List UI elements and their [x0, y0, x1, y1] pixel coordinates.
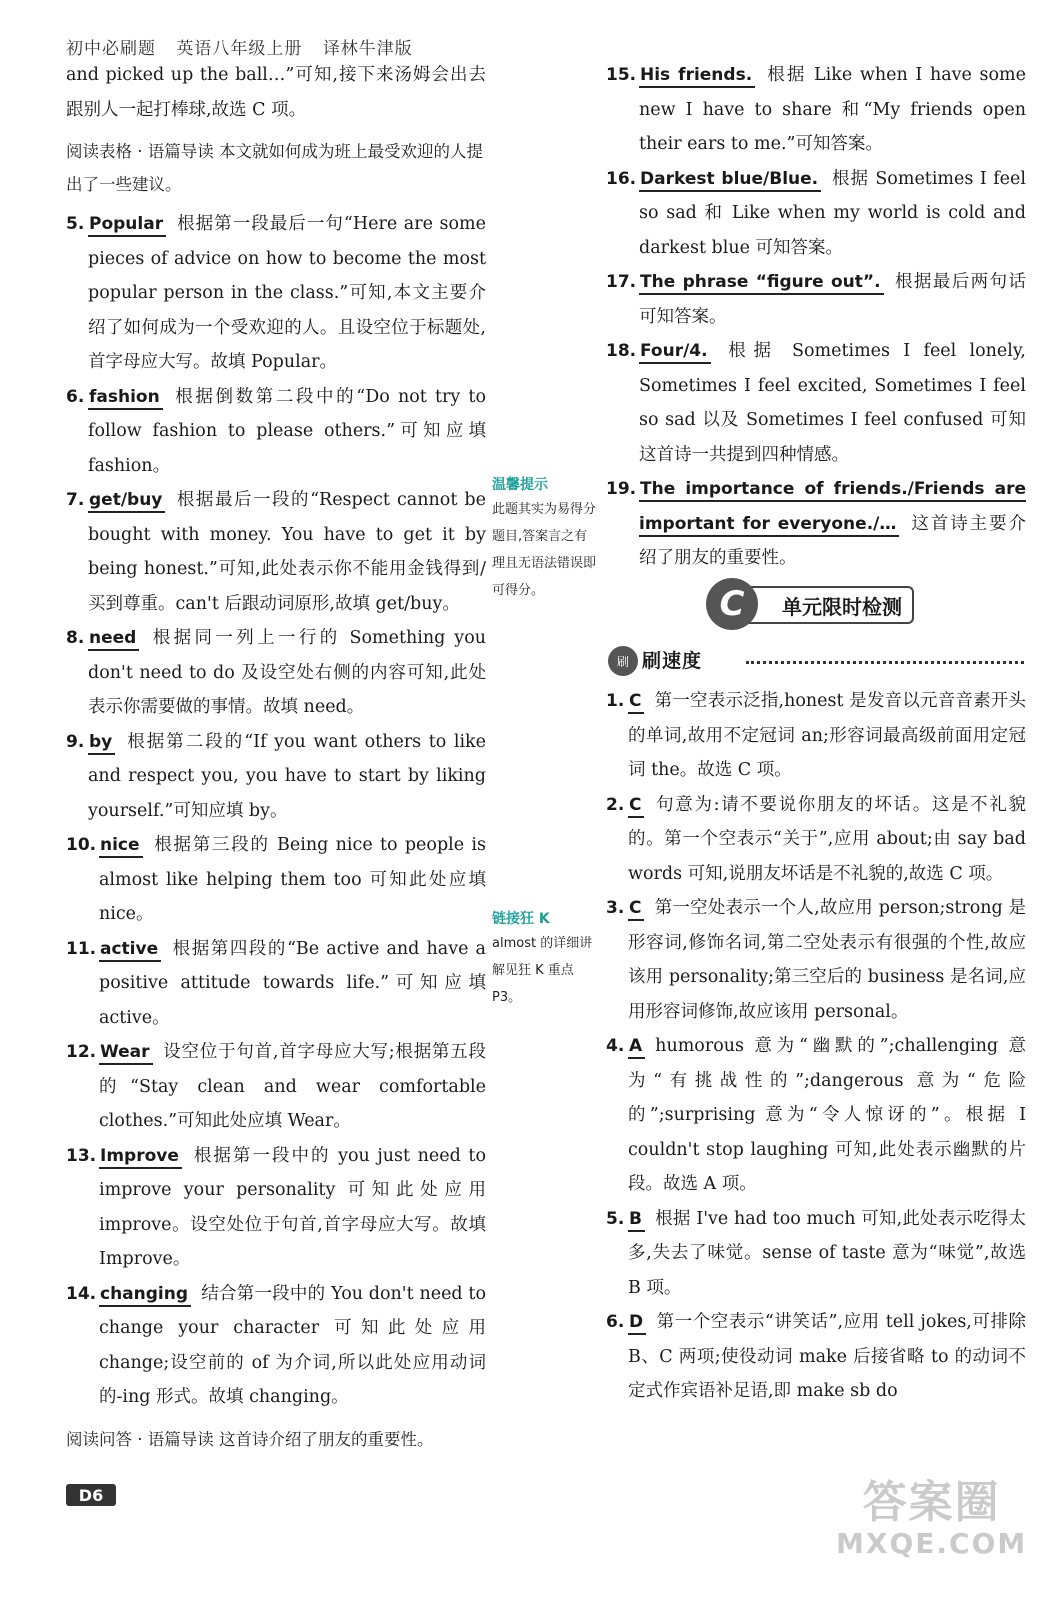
- watermark-bottom: MXQE.COM: [836, 1527, 1028, 1560]
- item-answer: nice: [99, 835, 143, 858]
- item-answer: get/buy: [88, 490, 165, 513]
- item-explanation: 根据 Sometimes I feel so sad 和 Like when my world is cold and darkest blue 可知答案。: [639, 168, 1026, 258]
- subject-title: 英语八年级上册: [176, 39, 303, 59]
- item-number: 11.: [66, 938, 97, 959]
- item-explanation: 这首诗主要介绍了朋友的重要性。: [639, 513, 1027, 568]
- item-number: 15.: [606, 65, 637, 85]
- item-number: 5.: [66, 214, 85, 234]
- link-title: 链接狂 K: [492, 911, 550, 927]
- item-answer: The importance of friends./Friends are important for everyone./…: [639, 479, 1026, 537]
- unit-test-title: 单元限时检测: [718, 586, 914, 624]
- item-explanation: 句意为:请不要说你朋友的坏话。这是不礼貌的。第一个空表示“关于”,应用 about;由 say bad words 可知,说朋友坏话是不礼貌的,故选 C 项。: [628, 794, 1026, 884]
- dotted-divider: [746, 661, 1024, 664]
- item-answer: by: [88, 732, 115, 755]
- speed-answer-list: [606, 684, 1026, 1409]
- item-number: 14.: [66, 1283, 97, 1304]
- link-note: [492, 908, 596, 1011]
- item-answer: D: [628, 1312, 646, 1335]
- answer-item: [606, 334, 1026, 472]
- tip-title: 温馨提示: [492, 477, 548, 493]
- item-answer: Popular: [88, 214, 166, 237]
- item-number: 5.: [606, 1208, 625, 1229]
- item-answer: His friends.: [639, 65, 755, 88]
- answer-item: [66, 725, 486, 829]
- item-explanation: 根据第一段最后一句“Here are some pieces of advice on how to become the most popular person in the class.”可知,本文主要介绍了如何成为一个受欢迎的人。且设空位于标题处,首字母应大写。故填 Popular。: [88, 214, 486, 372]
- item-explanation: humorous 意为“幽默的”;challenging 意为“有挑战性的”;dangerous 意为“危险的”;surprising 意为“令人惊讶的”。根据 I couldn't stop laughing 可知,此处表示幽默的片段。故选 A 项。: [628, 1036, 1026, 1194]
- edition-title: 译林牛津版: [322, 39, 413, 59]
- item-number: 10.: [66, 835, 97, 855]
- watermark-top: 答案圈: [862, 1477, 1001, 1528]
- item-number: 6.: [606, 1312, 625, 1332]
- answer-item: [66, 1139, 486, 1277]
- item-explanation: 根据最后两句话可知答案。: [639, 272, 1026, 327]
- item-answer: fashion: [88, 387, 163, 410]
- item-number: 12.: [66, 1042, 97, 1062]
- item-explanation: 根据第三段的 Being nice to people is almost like helping them too 可知此处应填 nice。: [99, 835, 486, 924]
- answer-item: [66, 621, 486, 725]
- item-number: 3.: [606, 898, 625, 918]
- item-answer: active: [99, 939, 161, 962]
- answer-item: [606, 1305, 1026, 1409]
- item-number: 13.: [66, 1145, 97, 1166]
- item-explanation: 根据 I've had too much 可知,此处表示吃得太多,失去了味觉。sense of taste 意为“味觉”,故选 B 项。: [628, 1208, 1026, 1298]
- answer-item: [606, 1029, 1026, 1202]
- item-explanation: 根据同一列上一行的 Something you don't need to do 及设空处右侧的内容可知,此处表示你需要做的事情。故填 need。: [88, 628, 486, 717]
- item-number: 18.: [606, 341, 637, 361]
- answer-item: [606, 162, 1026, 266]
- answer-item: [66, 1277, 486, 1415]
- answer-item: [606, 472, 1026, 576]
- item-explanation: 根据最后一段的“Respect cannot be bought with money. You have to get it by being honest.”可知,此处表示你不能用金钱得到/买到尊重。can't 后跟动词原形,故填 get/buy。: [88, 490, 486, 614]
- item-number: 6.: [66, 386, 85, 407]
- item-answer: B: [628, 1209, 645, 1232]
- item-number: 9.: [66, 731, 85, 752]
- page-header: [66, 34, 413, 59]
- item-answer: Darkest blue/Blue.: [639, 169, 821, 192]
- answer-item: [606, 891, 1026, 1029]
- item-number: 1.: [606, 691, 625, 711]
- tip-note: [492, 474, 596, 604]
- item-explanation: 根据 Sometimes I feel lonely, Sometimes I feel excited, Sometimes I feel so sad 以及 Sometimes I feel confused 可知这首诗一共提到四种情感。: [639, 341, 1026, 465]
- item-number: 7.: [66, 490, 85, 510]
- item-number: 17.: [606, 272, 637, 292]
- answer-item: [606, 265, 1026, 334]
- item-explanation: 根据 Like when I have some new I have to share 和“My friends open their ears to me.”可知答案。: [639, 65, 1027, 154]
- answer-item: [66, 207, 486, 380]
- brush-icon: 刷: [608, 646, 638, 676]
- watermark-logo: [836, 1478, 1027, 1560]
- item-explanation: 第一空处表示一个人,故应用 person;strong 是形容词,修饰名词,第二空处表示有很强的个性,故应该用 personality;第三空后的 business 是名词,应用形容词修饰,故应该用 personal。: [628, 898, 1026, 1022]
- item-explanation: 第一空表示泛指,honest 是发音以元音音素开头的单词,故用不定冠词 an;形容词最高级前面用定冠词 the。故选 C 项。: [628, 691, 1026, 780]
- left-column: [66, 58, 486, 1462]
- speed-label: 刷速度: [642, 650, 703, 672]
- item-explanation: 根据第一段中的 you just need to improve your personality 可知此处应用 improve。设空处位于句首,首字母应大写。故填 Improve。: [99, 1145, 486, 1269]
- answer-item: [66, 380, 486, 484]
- unit-badge-icon: C: [706, 578, 758, 630]
- link-text: almost 的详细讲解见狂 K 重点 P3。: [492, 936, 593, 1005]
- answer-item: [606, 788, 1026, 892]
- item-number: 16.: [606, 168, 637, 189]
- left-answer-list: [66, 207, 486, 1415]
- item-explanation: 第一个空表示“讲笑话”,应用 tell jokes,可排除 B、C 两项;使役动词 make 后接省略 to 的动词不定式作宾语补足语,即 make sb do: [628, 1312, 1026, 1401]
- item-answer: C: [628, 898, 644, 921]
- answer-item: [66, 932, 486, 1036]
- answer-item: [606, 684, 1026, 788]
- item-explanation: 根据第二段的“If you want others to like and respect you, you have to start by liking yourself.”可知应填 by。: [88, 731, 486, 821]
- right-answer-list: [606, 58, 1026, 576]
- item-answer: C: [628, 691, 644, 714]
- book-title: 初中必刷题: [66, 39, 156, 59]
- right-column: [606, 58, 1026, 576]
- item-explanation: 结合第一段中的 You don't need to change your character 可知此处应用 change;设空前的 of 为介词,所以此处应用动词的-ing 形式。故填 changing。: [99, 1283, 486, 1407]
- item-explanation: 根据第四段的“Be active and have a positive attitude towards life.”可知应填 active。: [99, 938, 486, 1028]
- guide-qa: 阅读问答 · 语篇导读 这首诗介绍了朋友的重要性。: [66, 1429, 434, 1449]
- answer-item: [606, 1202, 1026, 1306]
- item-answer: Four/4.: [639, 341, 711, 364]
- intro-text: and picked up the ball…”可知,接下来汤姆会出去跟别人一起打棒球,故选 C 项。: [66, 65, 486, 120]
- item-answer: A: [628, 1036, 645, 1059]
- item-number: 19.: [606, 479, 637, 499]
- item-explanation: 根据倒数第二段中的“Do not try to follow fashion to please others.”可知应填 fashion。: [88, 386, 486, 476]
- item-answer: Wear: [99, 1042, 153, 1065]
- item-answer: C: [628, 795, 644, 818]
- item-answer: The phrase “figure out”.: [639, 272, 884, 295]
- item-answer: Improve: [99, 1146, 182, 1169]
- answer-item: [606, 58, 1026, 162]
- answer-item: [66, 828, 486, 932]
- item-number: 2.: [606, 794, 625, 815]
- item-number: 8.: [66, 628, 85, 648]
- page-number: D6: [66, 1484, 116, 1506]
- guide-table: 阅读表格 · 语篇导读 本文就如何成为班上最受欢迎的人提出了一些建议。: [66, 142, 483, 194]
- item-number: 4.: [606, 1036, 625, 1056]
- item-answer: need: [88, 628, 139, 651]
- item-answer: changing: [99, 1284, 191, 1307]
- item-explanation: 设空位于句首,首字母应大写;根据第五段的“Stay clean and wear comfortable clothes.”可知此处应填 Wear。: [99, 1042, 486, 1131]
- answer-item: [66, 1035, 486, 1139]
- answer-item: [66, 483, 486, 621]
- speed-section-header: [606, 644, 1026, 678]
- tip-text: 此题其实为易得分题目,答案言之有理且无语法错误即可得分。: [492, 502, 597, 598]
